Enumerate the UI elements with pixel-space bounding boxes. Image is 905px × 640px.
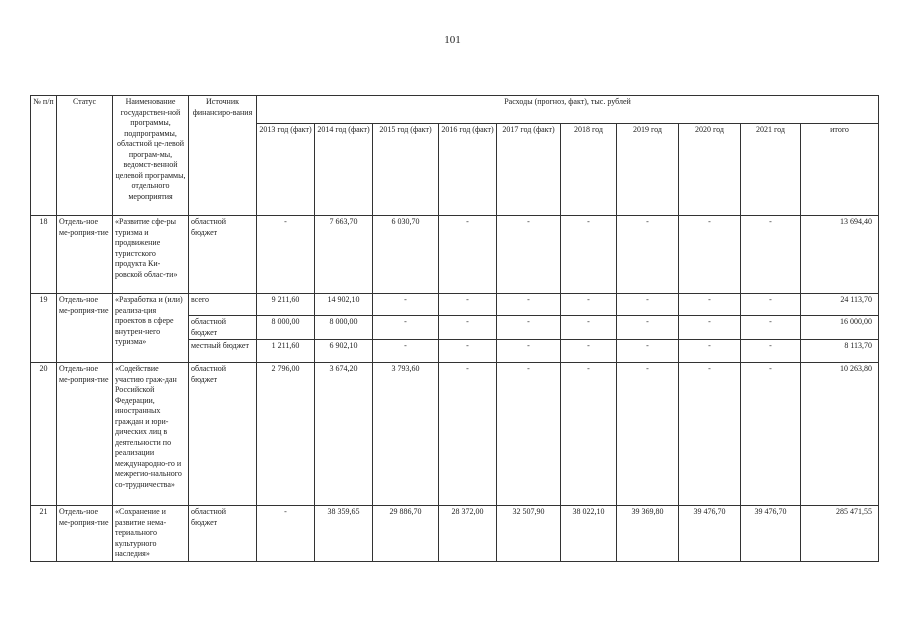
cell-total: 13 694,40: [801, 216, 879, 294]
header-source: Источник финансиро-вания: [189, 96, 257, 216]
row-source: областной бюджет: [189, 216, 257, 294]
cell-value: 8 000,00: [315, 316, 373, 340]
cell-value: 29 886,70: [373, 506, 439, 562]
cell-total: 10 263,80: [801, 363, 879, 506]
cell-value: 38 022,10: [561, 506, 617, 562]
cell-value: -: [439, 363, 497, 506]
cell-value: 3 674,20: [315, 363, 373, 506]
table-row: [31, 506, 879, 562]
cell-value: 8 000,00: [257, 316, 315, 340]
cell-value: 9 211,60: [257, 294, 315, 316]
cell-value: 39 476,70: [741, 506, 801, 562]
cell-value: 32 507,90: [497, 506, 561, 562]
header-year: 2017 год (факт): [497, 124, 561, 216]
cell-value: 38 359,65: [315, 506, 373, 562]
header-year: 2013 год (факт): [257, 124, 315, 216]
cell-value: -: [373, 294, 439, 316]
header-year: 2021 год: [741, 124, 801, 216]
cell-total: 24 113,70: [801, 294, 879, 316]
row-status: Отдель-ное ме-роприя-тие: [57, 363, 113, 506]
cell-value: -: [373, 316, 439, 340]
cell-total: 8 113,70: [801, 340, 879, 363]
page-number: 101: [444, 34, 461, 46]
row-name: «Разработка и (или) реализа-ция проектов в сфере внутрен-него туризма»: [113, 294, 189, 363]
cell-value: -: [439, 316, 497, 340]
cell-value: -: [497, 340, 561, 363]
table-row: [31, 363, 879, 506]
header-expenses: Расходы (прогноз, факт), тыс. рублей: [257, 96, 879, 124]
row-source: всего: [189, 294, 257, 316]
row-status: Отдель-ное ме-роприя-тие: [57, 216, 113, 294]
header-year: 2018 год: [561, 124, 617, 216]
cell-value: -: [561, 363, 617, 506]
cell-value: -: [617, 340, 679, 363]
header-year: 2015 год (факт): [373, 124, 439, 216]
cell-value: -: [561, 340, 617, 363]
cell-value: 2 796,00: [257, 363, 315, 506]
cell-value: -: [741, 294, 801, 316]
cell-value: -: [741, 340, 801, 363]
cell-value: 1 211,60: [257, 340, 315, 363]
cell-value: -: [679, 216, 741, 294]
header-year: 2014 год (факт): [315, 124, 373, 216]
cell-value: 6 902,10: [315, 340, 373, 363]
cell-value: -: [617, 316, 679, 340]
cell-value: -: [257, 506, 315, 562]
header-year: 2019 год: [617, 124, 679, 216]
header-name: Наименование государствен-ной программы, подпрограммы, областной це-левой програм-мы, ведомст-венной целевой программы, отдельного мероприятия: [113, 96, 189, 216]
cell-value: -: [617, 294, 679, 316]
header-number: № п/п: [31, 96, 57, 216]
row-name: «Развитие сфе-ры туризма и продвижение туристского продукта Ки-ровской облас-ти»: [113, 216, 189, 294]
cell-value: -: [439, 294, 497, 316]
table-row: [31, 216, 879, 294]
cell-value: -: [373, 340, 439, 363]
table-row: [31, 294, 879, 316]
header-year: 2020 год: [679, 124, 741, 216]
cell-value: -: [679, 363, 741, 506]
cell-value: -: [439, 340, 497, 363]
row-source: областной бюджет: [189, 506, 257, 562]
row-source: областной бюджет: [189, 363, 257, 506]
row-number: 18: [31, 216, 57, 294]
cell-value: -: [617, 363, 679, 506]
row-name: «Содействие участию граж-дан Российской Федерации, иностранных граждан и юри-дических лиц в деятельности по реализации международно-го и межрегио-нального со-трудничества»: [113, 363, 189, 506]
row-number: 21: [31, 506, 57, 562]
cell-value: 14 902,10: [315, 294, 373, 316]
row-source: областной бюджет: [189, 316, 257, 340]
cell-value: -: [257, 216, 315, 294]
cell-value: -: [497, 363, 561, 506]
row-number: 19: [31, 294, 57, 363]
row-source: местный бюджет: [189, 340, 257, 363]
cell-value: -: [561, 294, 617, 316]
cell-value: -: [561, 216, 617, 294]
cell-value: -: [497, 216, 561, 294]
cell-value: -: [679, 294, 741, 316]
cell-value: -: [561, 316, 617, 340]
cell-value: -: [679, 316, 741, 340]
cell-value: -: [741, 316, 801, 340]
cell-total: 16 000,00: [801, 316, 879, 340]
cell-value: 39 476,70: [679, 506, 741, 562]
row-status: Отдель-ное ме-роприя-тие: [57, 506, 113, 562]
row-status: Отдель-ное ме-роприя-тие: [57, 294, 113, 363]
header-total: итого: [801, 124, 879, 216]
cell-value: -: [741, 216, 801, 294]
cell-value: -: [679, 340, 741, 363]
expenses-table: [30, 95, 879, 562]
cell-value: 39 369,80: [617, 506, 679, 562]
cell-value: 7 663,70: [315, 216, 373, 294]
cell-value: -: [497, 294, 561, 316]
table-header-row: [31, 96, 879, 124]
row-name: «Сохранение и развитие нема-териального культурного наследия»: [113, 506, 189, 562]
cell-value: -: [741, 363, 801, 506]
row-number: 20: [31, 363, 57, 506]
cell-value: 6 030,70: [373, 216, 439, 294]
cell-value: -: [439, 216, 497, 294]
cell-value: 28 372,00: [439, 506, 497, 562]
cell-value: 3 793,60: [373, 363, 439, 506]
cell-value: -: [497, 316, 561, 340]
cell-total: 285 471,55: [801, 506, 879, 562]
header-status: Статус: [57, 96, 113, 216]
header-year: 2016 год (факт): [439, 124, 497, 216]
cell-value: -: [617, 216, 679, 294]
